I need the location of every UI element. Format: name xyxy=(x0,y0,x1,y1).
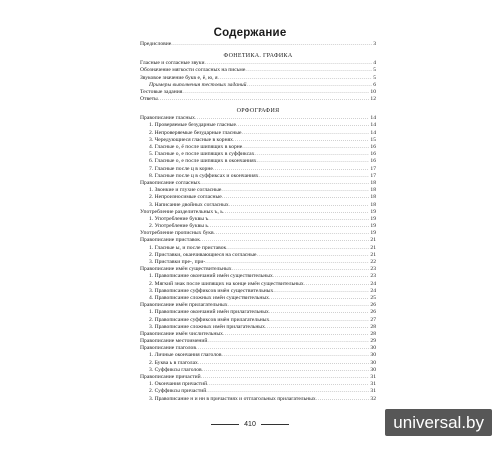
toc-subentry xyxy=(140,281,376,288)
dot-leader xyxy=(200,237,369,244)
toc-page-number: 18 xyxy=(370,194,376,201)
toc-entry-title: Гласные и согласные звуки xyxy=(140,60,205,67)
toc-page-number: 21 xyxy=(370,237,376,244)
toc-page-number: 19 xyxy=(370,208,376,215)
toc-page-number: 28 xyxy=(370,323,376,330)
toc-page-number: 15 xyxy=(370,136,376,143)
toc-page-number: 31 xyxy=(370,381,376,388)
toc-entry-title: Правописание имён существительных xyxy=(140,266,232,273)
toc-page-number: 29 xyxy=(370,338,376,345)
toc-entry-title: Звуковое значение букв е, ё, ю, я xyxy=(140,74,218,81)
toc-page-number: 21 xyxy=(370,251,376,258)
toc-entry-title: 4. Правописание сложных имён существительных xyxy=(149,294,269,301)
dot-leader xyxy=(214,230,370,237)
dot-leader xyxy=(201,374,370,381)
toc-page-number: 28 xyxy=(370,330,376,337)
toc-entry-title: Примеры выполнения тестовых заданий xyxy=(149,81,247,88)
toc-subentry xyxy=(140,360,376,367)
toc-page-number: 5 xyxy=(373,67,376,74)
toc-entry xyxy=(140,238,376,245)
toc-subentry xyxy=(140,245,376,252)
dot-leader xyxy=(304,281,370,288)
toc-entry-title: 5. Гласные о, е после шипящих в суффиксах xyxy=(149,151,255,158)
dot-leader xyxy=(233,137,369,144)
toc-entry xyxy=(140,41,376,48)
toc-subentry xyxy=(140,173,376,180)
section-header: ОРФОГРАФИЯ xyxy=(236,108,280,115)
toc-page-number: 19 xyxy=(370,223,376,230)
dot-leader xyxy=(256,158,369,165)
dot-leader xyxy=(236,122,369,129)
toc-entry-title: 3. Чередующиеся гласные в корнях xyxy=(149,136,233,143)
toc-subentry xyxy=(140,151,376,158)
toc-entry-title: 3. Правописание сложных имён прилагательных xyxy=(149,323,265,330)
toc-page-number: 16 xyxy=(370,151,376,158)
toc-entry-title: 2. Приставки, оканчивающиеся на согласные xyxy=(149,251,257,258)
toc-page-number: 26 xyxy=(370,309,376,316)
dot-leader xyxy=(265,324,370,331)
toc-entry xyxy=(140,180,376,187)
toc-entry-title: 1. Проверяемые безударные гласные xyxy=(149,122,236,129)
toc-entry-title: Предисловие xyxy=(140,40,172,47)
toc-entry-title: Тестовые задания xyxy=(140,88,183,95)
toc-subentry xyxy=(140,396,376,403)
toc-entry-title: 1. Личные окончания глаголов xyxy=(149,352,222,359)
toc-entry xyxy=(140,209,376,216)
toc-subentry xyxy=(140,252,376,259)
toc-entry-title: Ответы xyxy=(140,96,158,103)
folio-rule-right xyxy=(261,424,289,425)
toc-entry-title: 2. Непроизносимые согласные xyxy=(149,194,222,201)
toc-subentry xyxy=(140,259,376,266)
toc-page-number: 3 xyxy=(373,40,376,47)
toc-subentry xyxy=(140,137,376,144)
toc-entry-title: 1. Правописание окончаний имён прилагательных xyxy=(149,309,269,316)
toc-entry xyxy=(140,89,376,96)
dot-leader xyxy=(205,259,369,266)
toc-entry-title: 2. Мягкий знак после шипящих на конце имён существительных xyxy=(149,280,304,287)
dot-leader xyxy=(196,345,369,352)
toc-entry-title: Употребление разделительных ъ, ь xyxy=(140,208,223,215)
toc-page-number: 10 xyxy=(370,88,376,95)
toc-page-number: 21 xyxy=(370,244,376,251)
toc-page-number: 12 xyxy=(370,96,376,103)
toc-page-number: 22 xyxy=(370,259,376,266)
toc-page-number: 30 xyxy=(370,366,376,373)
toc-subentry xyxy=(140,82,376,89)
toc-entry xyxy=(140,338,376,345)
toc-entry-title: 2. Правописание суффиксов имён прилагательных xyxy=(149,316,270,323)
toc-entry-title: 1. Правописание окончаний имён существительных xyxy=(149,273,273,280)
dot-leader xyxy=(207,338,369,345)
toc-subentry xyxy=(140,202,376,209)
toc-entry-title: 3. Написание двойных согласных xyxy=(149,201,229,208)
dot-leader xyxy=(229,202,370,209)
toc-entry-title: Правописание согласных xyxy=(140,179,201,186)
toc-entry-title: 7. Гласные после ц в корне xyxy=(149,165,213,172)
toc-page-number: 23 xyxy=(370,266,376,273)
dot-leader xyxy=(182,89,369,96)
dot-leader xyxy=(223,209,370,216)
toc-page-number: 23 xyxy=(370,273,376,280)
toc-page-number: 18 xyxy=(370,201,376,208)
toc-entry xyxy=(140,230,376,237)
toc-page-number: 30 xyxy=(370,359,376,366)
toc-entry-title: Употребление прописных букв xyxy=(140,230,214,237)
watermark-logo: universal.by xyxy=(385,409,492,436)
dot-leader xyxy=(226,245,369,252)
dot-leader xyxy=(200,180,369,187)
toc-page-number: 17 xyxy=(370,172,376,179)
dot-leader xyxy=(158,96,370,103)
dot-leader xyxy=(254,151,369,158)
dot-leader xyxy=(213,166,370,173)
toc-entry-title: 3. Правописание суффиксов имён существительных xyxy=(149,287,274,294)
toc-subentry xyxy=(140,187,376,194)
dot-leader xyxy=(208,223,369,230)
toc-subentry xyxy=(140,273,376,280)
toc-entry-title: 4. Гласные о, ё после шипящих в корне xyxy=(149,144,243,151)
toc-subentry xyxy=(140,194,376,201)
dot-leader xyxy=(257,252,370,259)
toc-subentry xyxy=(140,166,376,173)
toc-page-number: 30 xyxy=(370,352,376,359)
toc-entry-title: 3. Приставки пре-, при- xyxy=(149,259,206,266)
toc-subentry xyxy=(140,353,376,360)
toc-page-number: 30 xyxy=(370,345,376,352)
toc-subentry xyxy=(140,295,376,302)
toc-page-number: 5 xyxy=(373,74,376,81)
toc-subentry xyxy=(140,324,376,331)
dot-leader xyxy=(241,130,369,137)
dot-leader xyxy=(273,288,369,295)
dot-leader xyxy=(202,367,370,374)
dot-leader xyxy=(171,41,372,48)
toc-page-number: 24 xyxy=(370,280,376,287)
toc-page-number: 17 xyxy=(370,165,376,172)
toc-entry-title: 2. Суффиксы причастий xyxy=(149,388,207,395)
dot-leader xyxy=(246,82,372,89)
toc-page-number: 27 xyxy=(370,316,376,323)
dot-leader xyxy=(269,309,370,316)
toc-subentry xyxy=(140,367,376,374)
table-of-contents xyxy=(140,41,376,403)
toc-subentry xyxy=(140,158,376,165)
toc-entry-title: Правописание причастий xyxy=(140,374,201,381)
toc-entry-title: 8. Гласные после ц в суффиксах и окончаниях xyxy=(149,172,259,179)
toc-page-number: 18 xyxy=(370,179,376,186)
dot-leader xyxy=(269,295,370,302)
toc-entry-title: 3. Суффиксы глаголов xyxy=(149,366,202,373)
toc-subentry xyxy=(140,317,376,324)
dot-leader xyxy=(258,173,369,180)
dot-leader xyxy=(273,273,370,280)
dot-leader xyxy=(221,187,369,194)
toc-page-number: 14 xyxy=(370,129,376,136)
toc-entry-title: 2. Буква ь в глаголах xyxy=(149,359,198,366)
dot-leader xyxy=(218,75,373,82)
dot-leader xyxy=(223,331,369,338)
dot-leader xyxy=(206,388,369,395)
toc-page-number: 18 xyxy=(370,187,376,194)
toc-page-number: 31 xyxy=(370,374,376,381)
toc-page-number: 19 xyxy=(370,215,376,222)
toc-entry-title: Правописание гласных xyxy=(140,115,195,122)
dot-leader xyxy=(208,216,369,223)
toc-entry-title: 1. Звонкие и глухие согласные xyxy=(149,187,222,194)
dot-leader xyxy=(198,360,370,367)
toc-subentry xyxy=(140,388,376,395)
toc-subentry xyxy=(140,130,376,137)
dot-leader xyxy=(242,144,369,151)
dot-leader xyxy=(222,352,370,359)
page-number-text: 410 xyxy=(244,421,256,428)
toc-subentry xyxy=(140,288,376,295)
toc-page-number: 31 xyxy=(370,388,376,395)
toc-entry xyxy=(140,67,376,74)
dot-leader xyxy=(316,396,370,403)
toc-entry-title: Правописание глаголов xyxy=(140,345,196,352)
toc-page-number: 24 xyxy=(370,287,376,294)
toc-entry-title: 6. Гласные о, е после шипящих в окончаниях xyxy=(149,158,257,165)
toc-page-number: 26 xyxy=(370,302,376,309)
toc-entry-title: 2. Употребление буквы ь xyxy=(149,223,208,230)
toc-page-number: 14 xyxy=(370,115,376,122)
toc-entry-title: Правописание имён числительных xyxy=(140,330,223,337)
toc-subentry xyxy=(140,309,376,316)
toc-page-number: 14 xyxy=(370,122,376,129)
toc-entry-title: Правописание приставок xyxy=(140,237,200,244)
section-header: ФОНЕТИКА. ГРАФИКА xyxy=(223,53,293,60)
toc-entry xyxy=(140,96,376,103)
dot-leader xyxy=(207,381,369,388)
toc-page-number: 6 xyxy=(373,81,376,88)
toc-entry-title: 2. Непроверяемые безударные гласные xyxy=(149,129,242,136)
toc-page-number: 25 xyxy=(370,294,376,301)
folio-rule-left xyxy=(211,424,239,425)
page-title: Содержание xyxy=(213,27,287,39)
toc-entry xyxy=(140,345,376,352)
toc-entry-title: 3. Правописание н и нн в причастиях и отглагольных прилагательных xyxy=(149,395,316,402)
toc-entry xyxy=(140,75,376,82)
toc-page-number: 32 xyxy=(370,395,376,402)
toc-page-number: 4 xyxy=(373,60,376,67)
dot-leader xyxy=(222,194,370,201)
toc-entry-title: 1. Гласные ы, и после приставок xyxy=(149,244,227,251)
toc-subentry xyxy=(140,123,376,130)
toc-entry-title: Правописание имён прилагательных xyxy=(140,302,228,309)
toc-page-number: 19 xyxy=(370,230,376,237)
dot-leader xyxy=(269,317,369,324)
toc-page-number: 16 xyxy=(370,158,376,165)
toc-entry-title: Обозначение мягкости согласных на письме xyxy=(140,67,246,74)
toc-entry-title: 1. Употребление буквы ъ xyxy=(149,215,209,222)
dot-leader xyxy=(245,67,372,74)
toc-entry-title: 1. Окончания причастий xyxy=(149,381,208,388)
toc-entry-title: Правописание местоимений xyxy=(140,338,208,345)
toc-page-number: 16 xyxy=(370,144,376,151)
